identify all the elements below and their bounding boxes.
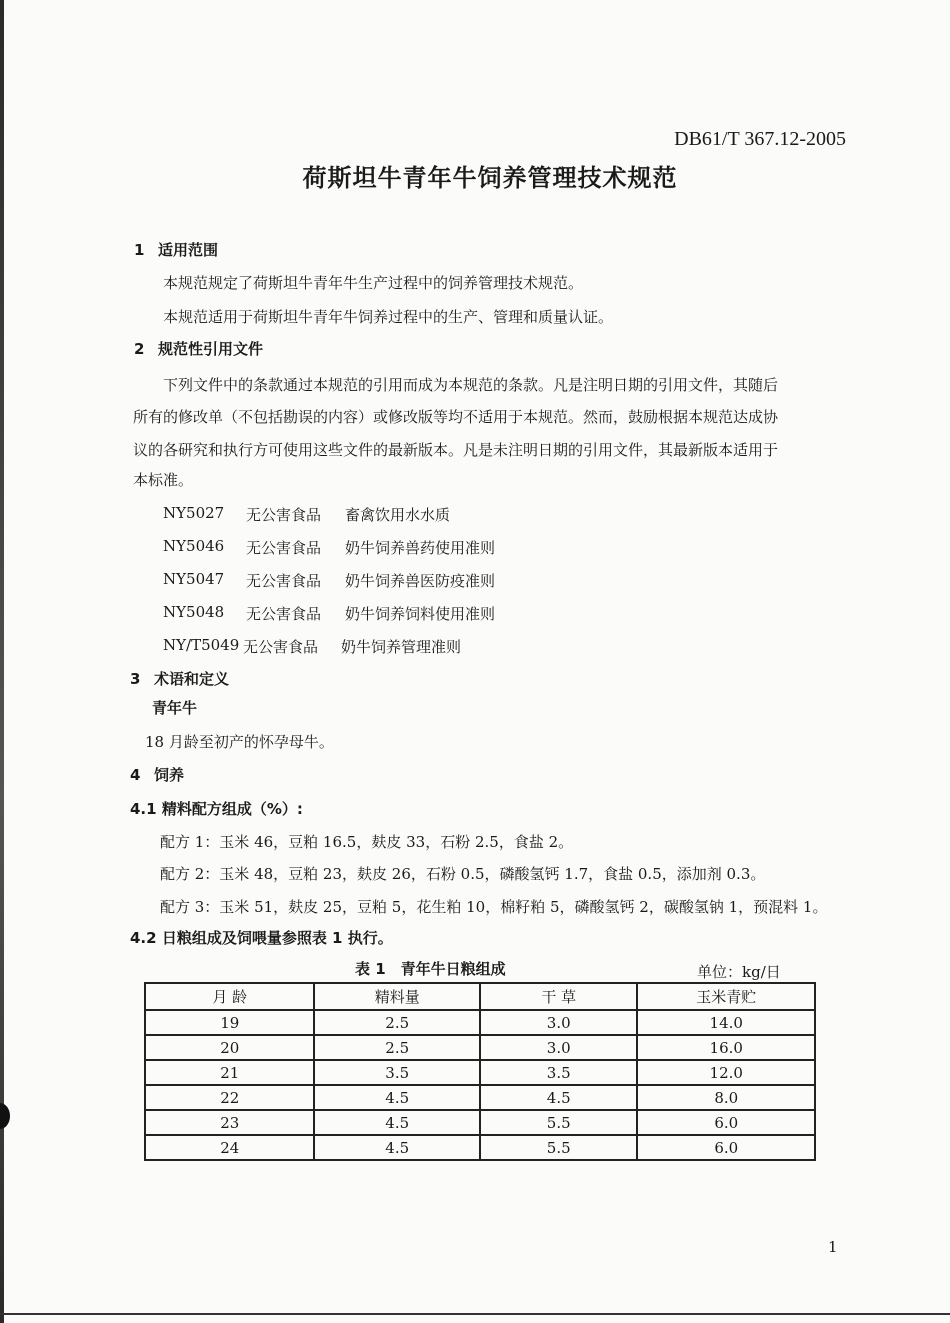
reference-code: NY5027	[163, 504, 225, 522]
reference-code: NY5046	[163, 537, 225, 555]
section-number: 1	[134, 241, 145, 259]
table-cell: 6.0	[637, 1135, 815, 1160]
section-4-heading	[130, 764, 184, 785]
paragraph-line: 议的各研究和执行方可使用这些文件的最新版本。凡是未注明日期的引用文件，其最新版本适用于	[133, 441, 779, 459]
section-1-heading	[134, 239, 218, 260]
table-cell: 2.5	[314, 1010, 480, 1035]
reference-category: 无公害食品	[246, 572, 322, 590]
column-header-age: 月 龄	[145, 983, 314, 1010]
table-cell: 4.5	[314, 1085, 480, 1110]
column-header-corn-silage: 玉米青贮	[637, 983, 815, 1010]
table-cell: 3.5	[314, 1060, 480, 1085]
table-cell: 4.5	[314, 1110, 480, 1135]
table-cell: 5.5	[480, 1135, 638, 1160]
section-title: 适用范围	[158, 241, 219, 259]
table-cell: 20	[145, 1035, 314, 1060]
section-number: 4.2	[130, 929, 157, 947]
column-header-concentrate: 精料量	[314, 983, 480, 1010]
reference-name: 奶牛饲养饲料使用准则	[345, 605, 496, 623]
table-cell: 3.0	[480, 1010, 638, 1035]
table-cell: 6.0	[637, 1110, 815, 1135]
formula-line: 配方 3：玉米 51，麸皮 25，豆粕 5，花生粕 10，棉籽粕 5，磷酸氢钙 2，碳酸氢钠 1，预混料 1。	[160, 898, 828, 916]
table-cell: 8.0	[637, 1085, 815, 1110]
section-number: 2	[134, 340, 145, 358]
column-header-hay: 干 草	[480, 983, 638, 1010]
reference-name: 奶牛饲养兽药使用准则	[345, 539, 496, 557]
table-cell: 24	[145, 1135, 314, 1160]
reference-name: 奶牛饲养管理准则	[341, 638, 462, 656]
table-cell: 4.5	[314, 1135, 480, 1160]
section-number: 4	[130, 766, 141, 784]
subsection-4-2-heading	[130, 927, 393, 948]
table-header-row	[145, 983, 815, 1010]
table-row	[145, 1110, 815, 1135]
reference-category: 无公害食品	[243, 638, 319, 656]
table-cell: 16.0	[637, 1035, 815, 1060]
section-number: 4.1	[130, 800, 157, 818]
table-row	[145, 1085, 815, 1110]
paragraph: 本规范规定了荷斯坦牛青年牛生产过程中的饲养管理技术规范。	[163, 274, 584, 292]
scan-edge-bottom	[0, 1313, 950, 1315]
section-2-heading	[134, 338, 263, 359]
table-cell: 23	[145, 1110, 314, 1135]
reference-name: 奶牛饲养兽医防疫准则	[345, 572, 496, 590]
reference-name: 畜禽饮用水水质	[345, 506, 451, 524]
section-title: 术语和定义	[154, 670, 230, 688]
table-cell: 4.5	[480, 1085, 638, 1110]
punch-hole	[0, 1103, 10, 1129]
subsection-4-1-heading	[130, 798, 303, 819]
table-row	[145, 1035, 815, 1060]
section-title: 精料配方组成（%）:	[161, 800, 303, 818]
table-cell: 21	[145, 1060, 314, 1085]
section-title: 规范性引用文件	[158, 340, 264, 358]
reference-category: 无公害食品	[246, 605, 322, 623]
page-number: 1	[828, 1238, 838, 1256]
document-title: 荷斯坦牛青年牛饲养管理技术规范	[302, 164, 678, 192]
table-cell: 14.0	[637, 1010, 815, 1035]
table-row	[145, 1010, 815, 1035]
section-3-heading	[130, 668, 229, 689]
table-cell: 22	[145, 1085, 314, 1110]
table-unit: 单位：kg/日	[697, 963, 781, 981]
table-cell: 3.5	[480, 1060, 638, 1085]
table-cell: 12.0	[637, 1060, 815, 1085]
reference-code: NY5047	[163, 570, 225, 588]
term-definition: 18 月龄至初产的怀孕母牛。	[145, 733, 334, 751]
standard-number: DB61/T 367.12-2005	[674, 128, 846, 150]
reference-category: 无公害食品	[246, 539, 322, 557]
table-cell: 5.5	[480, 1110, 638, 1135]
paragraph-line: 所有的修改单（不包括勘误的内容）或修改版等均不适用于本规范。然而，鼓励根据本规范达成协	[133, 408, 779, 426]
section-title: 日粮组成及饲喂量参照表 1 执行。	[161, 929, 393, 947]
table-cell: 2.5	[314, 1035, 480, 1060]
reference-code: NY5048	[163, 603, 225, 621]
formula-line: 配方 1：玉米 46，豆粕 16.5，麸皮 33，石粉 2.5，食盐 2。	[160, 833, 574, 851]
paragraph: 本规范适用于荷斯坦牛青年牛饲养过程中的生产、管理和质量认证。	[163, 308, 614, 326]
reference-code: NY/T5049	[163, 636, 240, 654]
table-caption: 表 1 青年牛日粮组成	[355, 960, 506, 978]
table-row	[145, 1060, 815, 1085]
term: 青年牛	[152, 699, 198, 717]
formula-line: 配方 2：玉米 48，豆粕 23，麸皮 26，石粉 0.5，磷酸氢钙 1.7，食盐 0.5，添加剂 0.3。	[160, 865, 766, 883]
table-cell: 19	[145, 1010, 314, 1035]
table-row	[145, 1135, 815, 1160]
table-cell: 3.0	[480, 1035, 638, 1060]
paragraph-line: 本标准。	[133, 471, 194, 489]
reference-category: 无公害食品	[246, 506, 322, 524]
section-title: 饲养	[154, 766, 185, 784]
paragraph-line: 下列文件中的条款通过本规范的引用而成为本规范的条款。凡是注明日期的引用文件，其随后	[163, 376, 779, 394]
ration-table	[144, 982, 816, 1161]
section-number: 3	[130, 670, 141, 688]
